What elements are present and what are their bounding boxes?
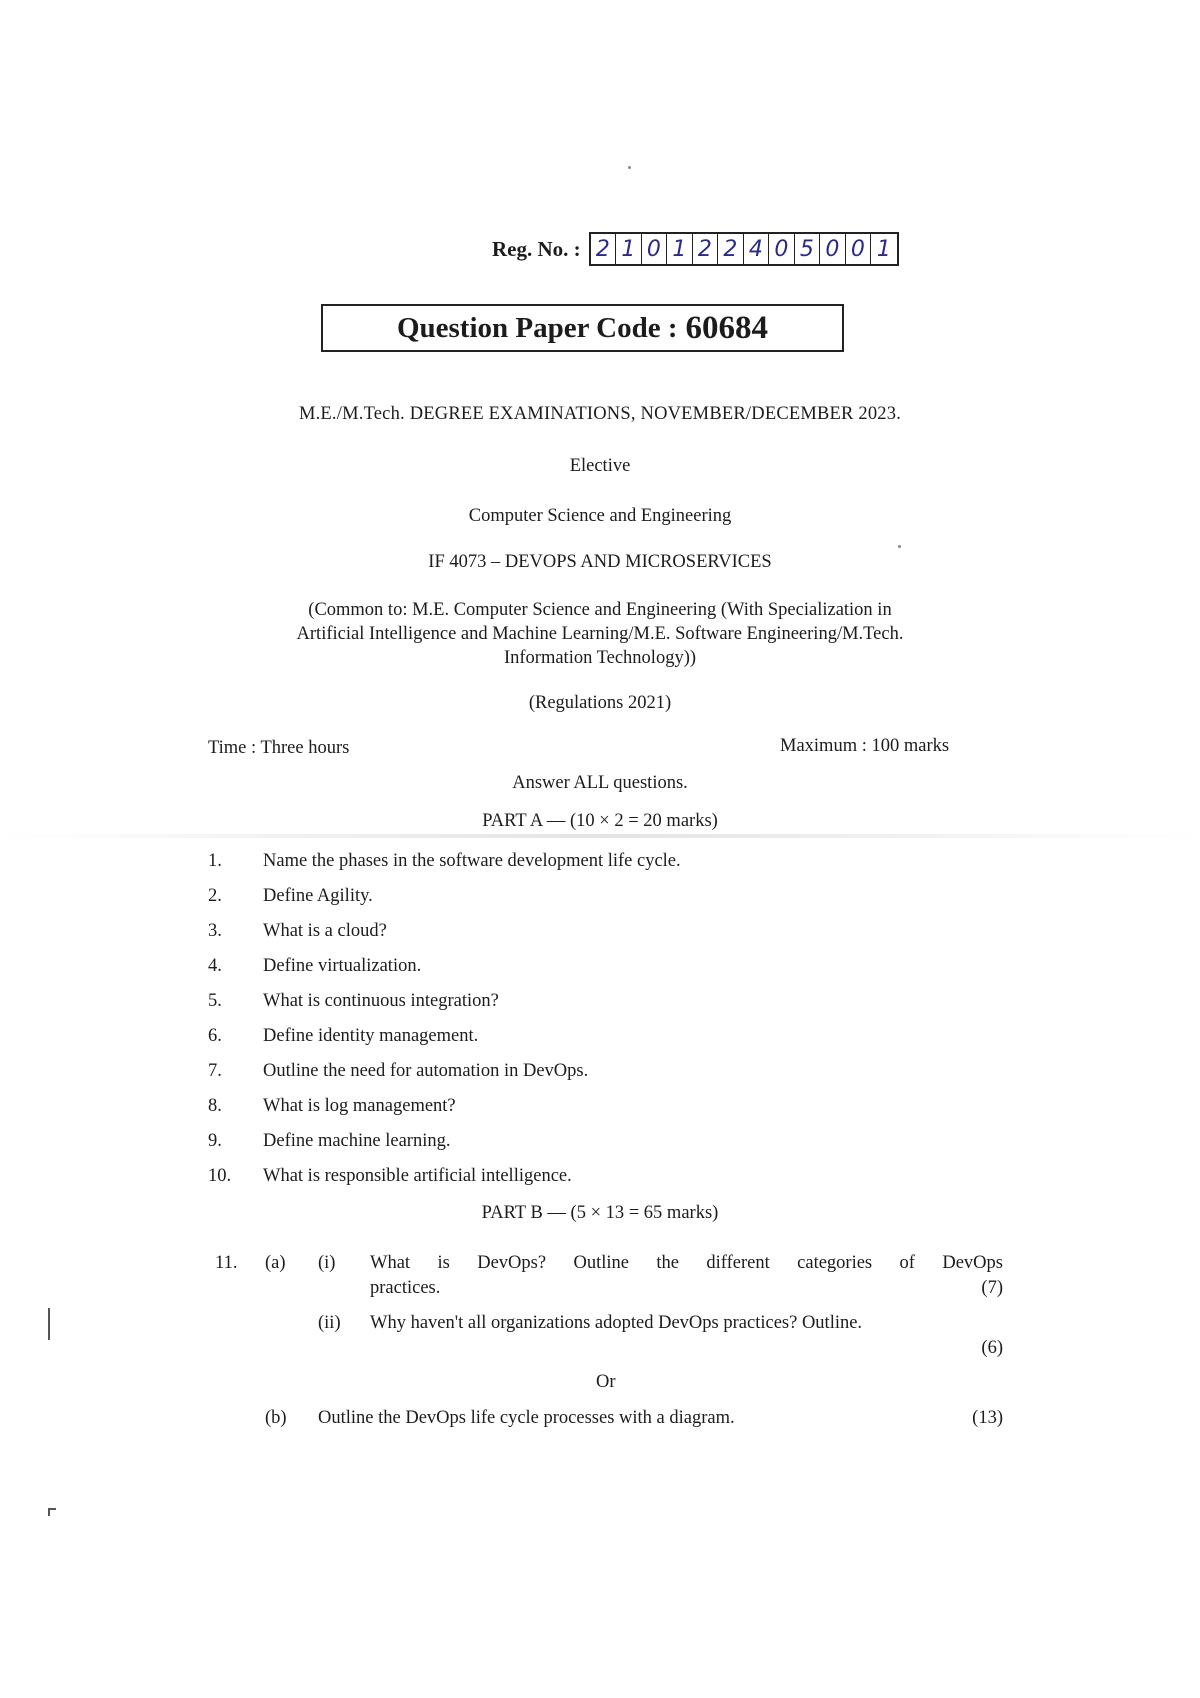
course-title: IF 4073 – DEVOPS AND MICROSERVICES xyxy=(428,552,772,572)
question-number: 3. xyxy=(208,921,222,941)
subquestion-label: (a) xyxy=(265,1253,286,1273)
question-number: 11. xyxy=(215,1253,238,1273)
question-number: 10. xyxy=(208,1166,232,1186)
reg-digit: 0 xyxy=(846,234,872,264)
question-text: What is continuous integration? xyxy=(263,991,499,1011)
or-separator: Or xyxy=(596,1372,616,1392)
question-text: Define virtualization. xyxy=(263,956,422,976)
question-item xyxy=(208,991,499,1012)
department: Computer Science and Engineering xyxy=(468,506,732,526)
instruction: Answer ALL questions. xyxy=(512,773,688,793)
paper-code-label: Question Paper Code : xyxy=(396,311,678,344)
time-duration: Time : Three hours xyxy=(208,738,350,758)
scan-speck xyxy=(898,545,901,548)
regulations: (Regulations 2021) xyxy=(528,693,672,713)
reg-digit: 1 xyxy=(667,234,693,264)
question-number: 1. xyxy=(208,851,222,871)
question-item xyxy=(208,1166,572,1187)
subquestion-label: (b) xyxy=(265,1408,287,1428)
reg-label: Reg. No. : xyxy=(492,236,581,261)
reg-digit: 1 xyxy=(876,236,891,262)
maximum-marks: Maximum : 100 marks xyxy=(780,736,950,756)
question-number: 6. xyxy=(208,1026,222,1046)
common-to-note xyxy=(0,598,1200,670)
question-number: 9. xyxy=(208,1131,222,1151)
question-item xyxy=(208,921,387,942)
question-item xyxy=(208,1061,588,1082)
question-text: What is DevOps? Outline the different categories of DevOps xyxy=(370,1253,1003,1273)
scan-speck xyxy=(628,166,631,169)
elective-label: Elective xyxy=(569,456,631,476)
question-text: What is log management? xyxy=(263,1096,456,1116)
question-item xyxy=(208,1026,478,1047)
exam-title: M.E./M.Tech. DEGREE EXAMINATIONS, NOVEMBER/DECEMBER 2023. xyxy=(298,404,902,424)
reg-digit: 2 xyxy=(718,234,744,264)
question-text: Outline the DevOps life cycle processes with a diagram. xyxy=(318,1408,735,1428)
part-b-title: PART B — (5 × 13 = 65 marks) xyxy=(481,1203,719,1223)
scan-mark xyxy=(48,1308,50,1340)
question-text: practices. xyxy=(370,1278,441,1298)
reg-digit: 1 xyxy=(616,234,642,264)
reg-digit: 0 xyxy=(820,234,846,264)
question-item xyxy=(208,851,681,872)
reg-digit: 0 xyxy=(642,234,668,264)
subpart-label: (i) xyxy=(318,1253,336,1273)
reg-digit: 2 xyxy=(693,234,719,264)
paper-code-number: 60684 xyxy=(685,309,769,346)
registration-number xyxy=(492,232,899,266)
question-text: Define Agility. xyxy=(263,886,373,906)
question-text: Name the phases in the software development life cycle. xyxy=(263,851,681,871)
question-paper-code xyxy=(321,304,844,352)
question-number: 8. xyxy=(208,1096,222,1116)
question-text: Why haven't all organizations adopted DevOps practices? Outline. xyxy=(370,1313,863,1333)
question-text: Define machine learning. xyxy=(263,1131,451,1151)
scan-shade xyxy=(0,834,1200,838)
scan-mark xyxy=(48,1508,50,1516)
common-line: Artificial Intelligence and Machine Learning/M.E. Software Engineering/M.Tech. xyxy=(296,624,904,644)
question-text: Outline the need for automation in DevOps. xyxy=(263,1061,589,1081)
marks-label: (6) xyxy=(981,1338,1003,1358)
question-item xyxy=(208,1096,456,1117)
question-number: 2. xyxy=(208,886,222,906)
question-item xyxy=(208,1131,450,1152)
question-text: Define identity management. xyxy=(263,1026,479,1046)
question-text: What is a cloud? xyxy=(263,921,387,941)
question-text: What is responsible artificial intelligence. xyxy=(263,1166,572,1186)
part-a-title: PART A — (10 × 2 = 20 marks) xyxy=(482,811,718,831)
question-number: 4. xyxy=(208,956,222,976)
reg-digit: 2 xyxy=(591,234,617,264)
question-number: 5. xyxy=(208,991,222,1011)
question-item xyxy=(208,956,421,977)
common-line: Information Technology)) xyxy=(503,648,697,668)
marks-label: (13) xyxy=(972,1408,1003,1428)
reg-digit-boxes xyxy=(589,232,899,266)
reg-digit: 4 xyxy=(744,234,770,264)
subpart-label: (ii) xyxy=(318,1313,341,1333)
reg-digit: 0 xyxy=(769,234,795,264)
marks-label: (7) xyxy=(981,1278,1003,1298)
question-number: 7. xyxy=(208,1061,222,1081)
question-item xyxy=(208,886,373,907)
common-line: (Common to: M.E. Computer Science and Engineering (With Specialization in xyxy=(308,600,892,620)
reg-digit: 5 xyxy=(795,234,821,264)
